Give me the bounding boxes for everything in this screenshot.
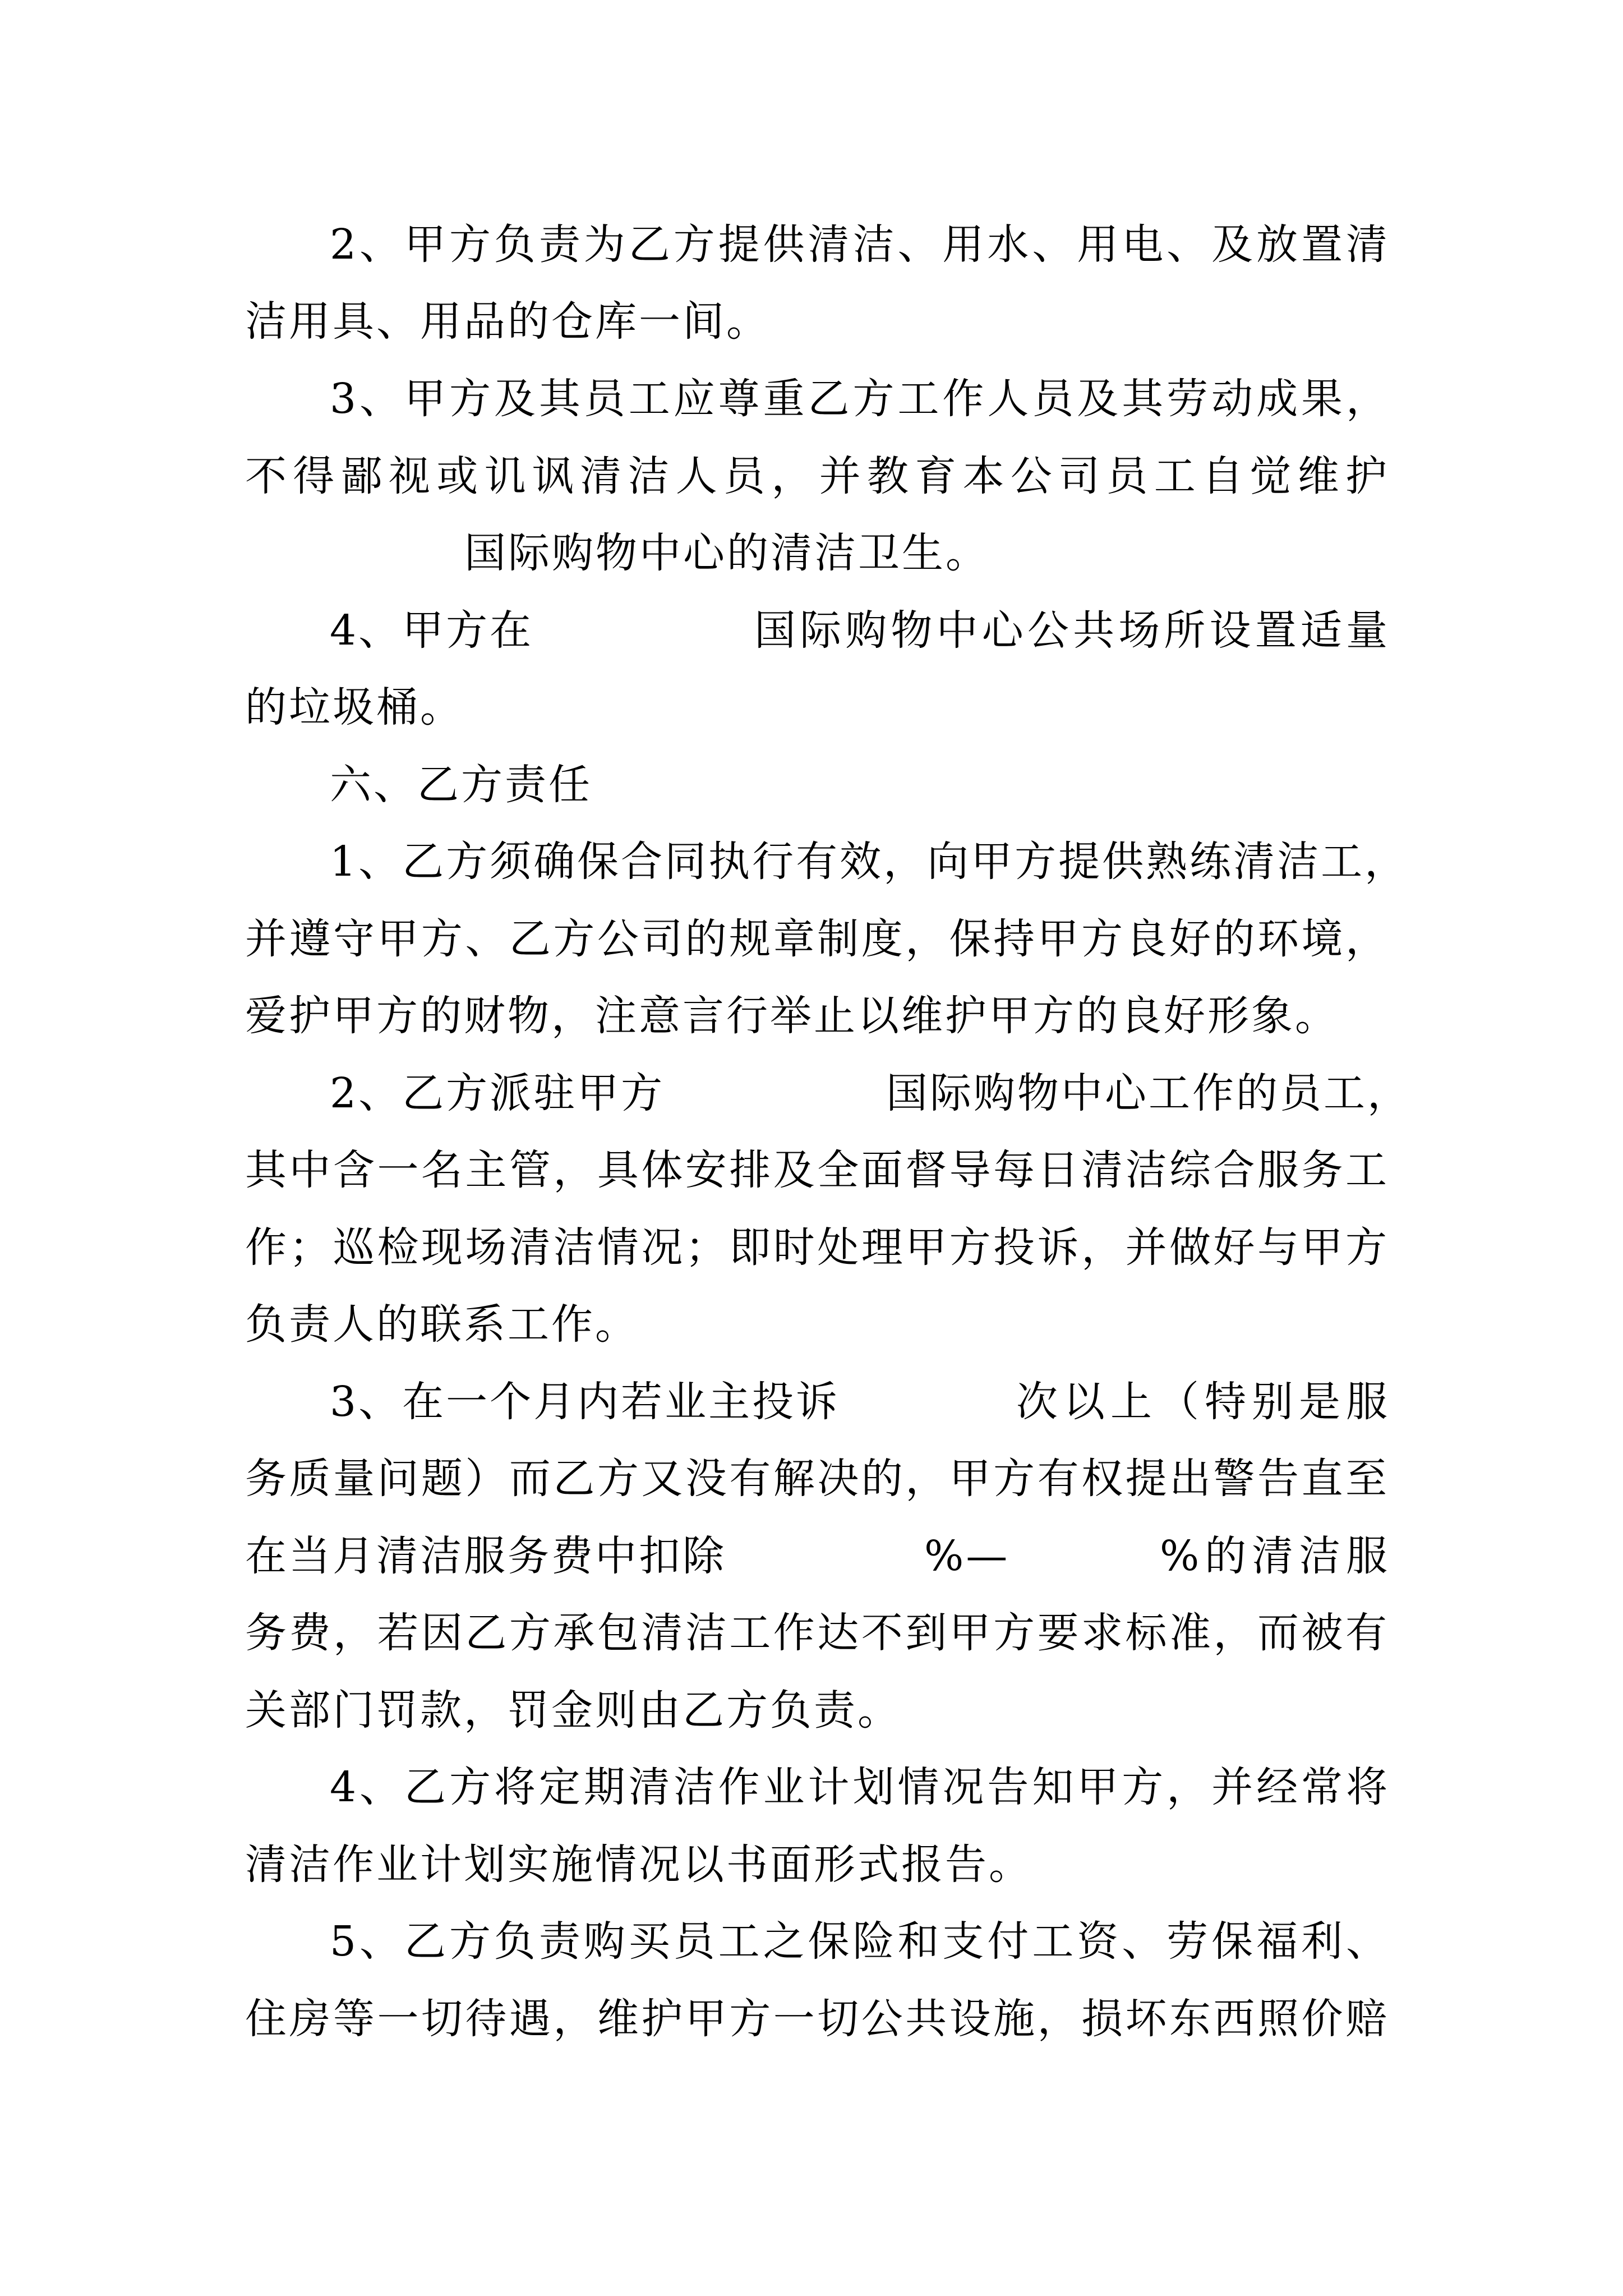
paragraph-line: 清洁作业计划实施情况以书面形式报告。 xyxy=(245,1841,1032,1889)
paragraph-line: 国际购物中心公共场所设置适量 xyxy=(754,606,1390,655)
paragraph-line: 作；巡检现场清洁情况；即时处理甲方投诉，并做好与甲方 xyxy=(245,1223,1389,1272)
paragraph-line: 1、乙方须确保合同执行有效，向甲方提供熟练清洁工， xyxy=(330,838,1409,886)
paragraph-line: 次以上（特别是服 xyxy=(1016,1378,1390,1426)
paragraph-line: 在当月清洁服务费中扣除 xyxy=(245,1532,726,1580)
paragraph-line: 2、甲方负责为乙方提供清洁、用水、用电、及放置清 xyxy=(330,220,1390,269)
paragraph-line: 务质量问题）而乙方又没有解决的，甲方有权提出警告直至 xyxy=(245,1455,1389,1503)
text-segment: 4、甲方在 xyxy=(330,606,534,655)
paragraph-line: 其中含一名主管，具体安排及全面督导每日清洁综合服务工 xyxy=(245,1146,1389,1194)
paragraph-line: 务费，若因乙方承包清洁工作达不到甲方要求标准，而被有 xyxy=(245,1609,1389,1657)
paragraph-line: %— xyxy=(924,1532,1010,1580)
paragraph-line: 并遵守甲方、乙方公司的规章制度，保持甲方良好的环境， xyxy=(245,915,1389,963)
paragraph-line: 住房等一切待遇，维护甲方一切公共设施，损坏东西照价赔 xyxy=(245,1995,1389,2043)
paragraph-line: 国际购物中心工作的员工， xyxy=(886,1069,1411,1117)
paragraph-line: 国际购物中心的清洁卫生。 xyxy=(464,529,989,577)
paragraph-line: 4、乙方将定期清洁作业计划情况告知甲方，并经常将 xyxy=(330,1763,1390,1811)
paragraph-line: %的清洁服 xyxy=(1160,1532,1390,1580)
paragraph-line: 不得鄙视或讥讽清洁人员，并教育本公司员工自觉维护 xyxy=(245,452,1389,500)
section-heading: 六、乙方责任 xyxy=(330,761,592,809)
paragraph-line: 的垃圾桶。 xyxy=(245,683,464,731)
paragraph-line: 负责人的联系工作。 xyxy=(245,1300,639,1349)
paragraph-line: 3、在一个月内若业主投诉 xyxy=(330,1378,840,1426)
paragraph-line: 2、乙方派驻甲方 xyxy=(330,1069,665,1117)
paragraph-line: 3、甲方及其员工应尊重乙方工作人员及其劳动成果， xyxy=(330,375,1390,423)
paragraph-line: 5、乙方负责购买员工之保险和支付工资、劳保福利、 xyxy=(330,1917,1390,1966)
paragraph-line: 爱护甲方的财物，注意言行举止以维护甲方的良好形象。 xyxy=(245,992,1339,1040)
paragraph-line: 洁用具、用品的仓库一间。 xyxy=(245,297,770,346)
paragraph-line: 关部门罚款，罚金则由乙方负责。 xyxy=(245,1686,901,1734)
